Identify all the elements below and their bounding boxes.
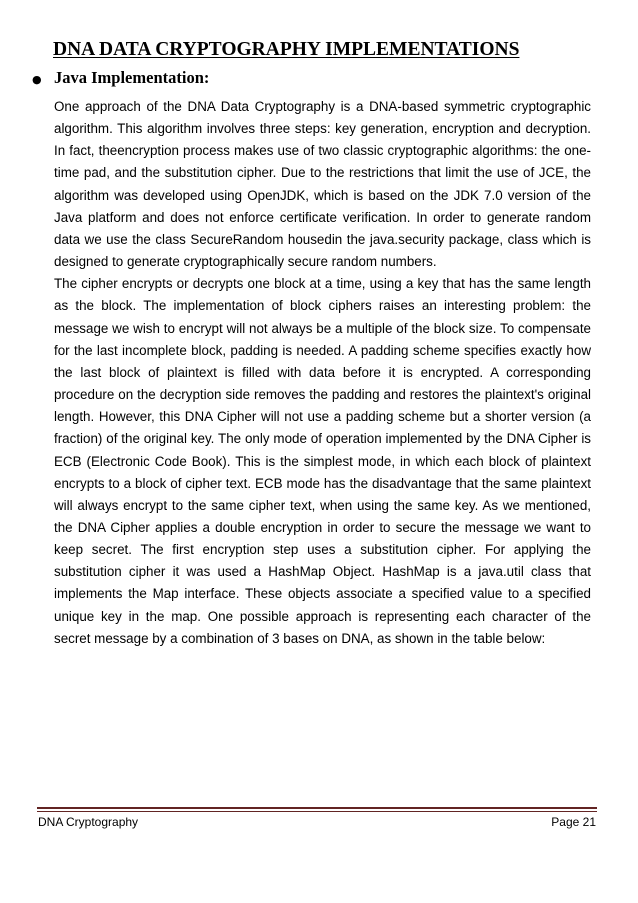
footer-page-number: Page 21 (551, 815, 596, 829)
section-body (54, 96, 591, 650)
footer-rule-thin (37, 811, 597, 812)
footer-document-name: DNA Cryptography (38, 815, 139, 829)
paragraph-2: The cipher encrypts or decrypts one block at a time, using a key that has the same length as the block. The implementation of block ciphers raises an interesting problem: the message we wish to encrypt will not always be a multiple of the block size. To compensate for the last incomplete block, padding is needed. A padding scheme specifies exactly how the last block of plaintext is filled with data before it is encrypted. A corresponding procedure on the decryption side removes the padding and restores the plaintext's original length. However, this DNA Cipher will not use a padding scheme but a shorter version (a fraction) of the original key. The only mode of operation implemented by the DNA Cipher is ECB (Electronic Code Book). This is the simplest mode, in which each block of plaintext encrypts to a block of cipher text. ECB mode has the disadvantage that the same plaintext will always encrypt to the same cipher text, when using the same key. As we mentioned, the DNA Cipher applies a double encryption in order to secure the message we want to keep secret. The first encryption step uses a substitution cipher. For applying the substitution cipher it was used a HashMap Object. HashMap is a java.util class that implements the Map interface. These objects associate a specified value to a specified unique key in the map. One possible approach is representing each character of the secret message by a combination of 3 bases on DNA, as shown in the table below: (54, 276, 591, 646)
paragraph-1: One approach of the DNA Data Cryptography is a DNA-based symmetric cryptographic algorithm. This algorithm involves three steps: key generation, encryption and decryption. In fact, theencryption process makes use of two classic cryptographic algorithms: the one-time pad, and the substitution cipher. Due to the restrictions that limit the use of JCE, the algorithm was developed using OpenJDK, which is based on the JDK 7.0 version of the Java platform and does not enforce certificate verification. In order to generate random data we use the class SecureRandom housedin the java.security package, class which is designed to generate cryptographically secure random numbers. (54, 99, 591, 270)
bullet-icon: ● (32, 73, 42, 86)
footer-rule-thick (37, 807, 597, 809)
page-title: DNA DATA CRYPTOGRAPHY IMPLEMENTATIONS (53, 39, 520, 60)
section-heading: Java Implementation: (54, 68, 210, 87)
